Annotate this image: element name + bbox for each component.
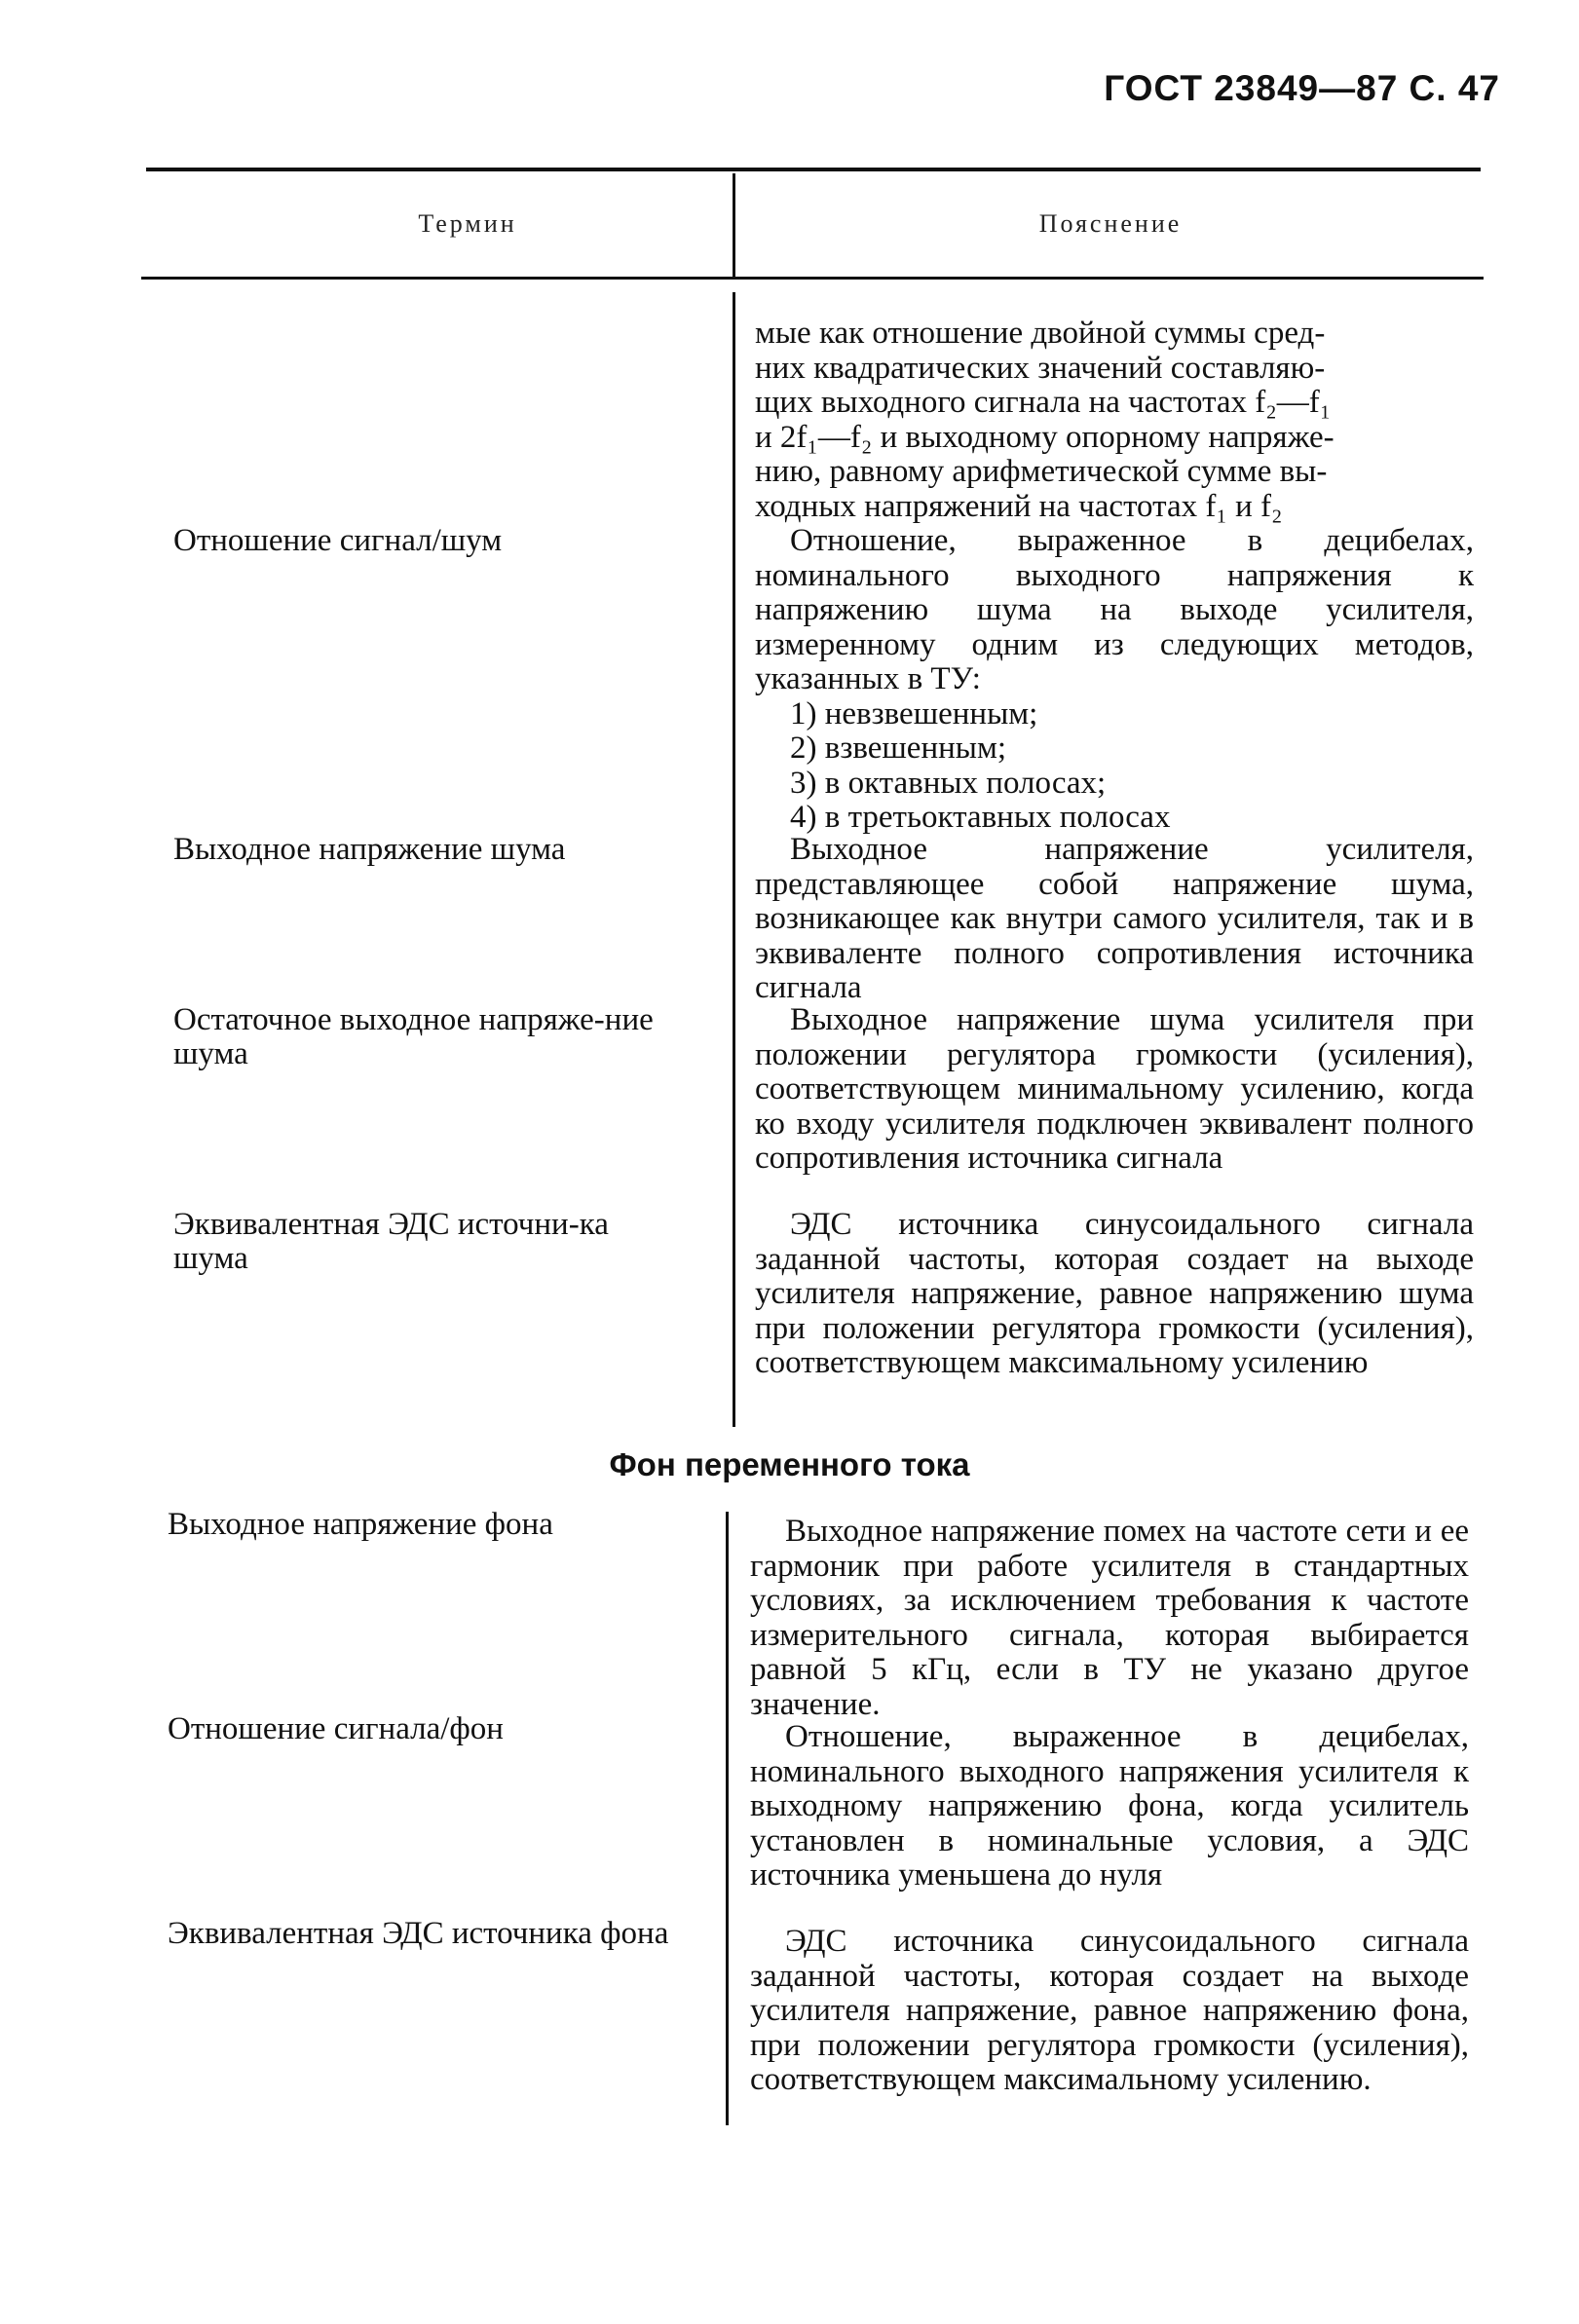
section-title: Фон переменного тока	[609, 1446, 970, 1482]
list-item: 4) в третьоктавных полосах	[790, 800, 1171, 835]
continuation-line: них квадратических значений составляю-	[755, 350, 1326, 386]
explanation-text: Отношение, выраженное в децибелах, номинального выходного напряжения усилителя к выходному напряжению фона, когда усилитель установлен в номинальные условия, а ЭДС источника уменьшена до нуля	[750, 1719, 1469, 1893]
term-residual-noise-voltage: Остаточное выходное напряже-ние шума	[173, 1002, 654, 1071]
list-item: 2) взвешенным;	[790, 731, 1006, 766]
continuation-line: ходных напряжений на частотах f₁ и f₂	[755, 488, 1283, 524]
column-header-term: Термин	[418, 209, 517, 238]
continuation-explanation	[755, 317, 1474, 524]
explanation-residual-noise-voltage	[755, 1003, 1474, 1177]
explanation-equivalent-emf-noise	[755, 1208, 1474, 1381]
explanation-text: ЭДС источника синусоидального сигнала заданной частоты, которая создает на выходе усилителя напряжение, равное напряжению фона, при положении регулятора громкости (усиления), соответствующем максимальному усилению.	[750, 1924, 1469, 2097]
explanation-text: Отношение, выраженное в децибелах, номинального выходного напряжения к напряжению шума на выходе усилителя, измеренному одним из следующих методов, указанных в ТУ:	[755, 523, 1474, 696]
continuation-line: и 2f₁—f₂ и выходному опорному напряже-	[755, 419, 1335, 455]
term-signal-noise-ratio: Отношение сигнал/шум	[173, 523, 503, 558]
column-header-explanation: Пояснение	[1038, 209, 1183, 238]
term-output-hum-voltage: Выходное напряжение фона	[168, 1507, 553, 1542]
explanation-text: Выходное напряжение помех на частоте сети и ее гармоник при работе усилителя в стандартных условиях, за исключением требования к частоте измерительного сигнала, которая выбирается равной 5 кГц, если в ТУ не указано другое значение.	[750, 1514, 1469, 1722]
explanation-output-hum-voltage	[750, 1515, 1469, 1722]
table-top-rule	[146, 168, 1481, 171]
list-item: 3) в октавных полосах;	[790, 765, 1107, 801]
term-equivalent-emf-hum: Эквивалентная ЭДС источника фона	[168, 1916, 669, 1951]
term-output-noise-voltage: Выходное напряжение шума	[173, 832, 566, 867]
explanation-output-noise-voltage	[755, 833, 1474, 1006]
term-signal-hum-ratio: Отношение сигнала/фон	[168, 1711, 504, 1746]
explanation-signal-noise-ratio	[755, 524, 1474, 836]
table-header-rule	[141, 277, 1484, 280]
column-divider-header	[733, 173, 735, 277]
continuation-line: щих выходного сигнала на частотах f₂—f₁	[755, 385, 1332, 420]
list-item: 1) невзвешенным;	[790, 695, 1038, 731]
continuation-line: нию, равному арифметической сумме вы-	[755, 454, 1328, 489]
explanation-signal-hum-ratio	[750, 1720, 1469, 1893]
page-header: ГОСТ 23849—87 С. 47	[1104, 68, 1500, 108]
explanation-text: Выходное напряжение усилителя, представляющее собой напряжение шума, возникающее как внутри самого усилителя, так и в эквиваленте полного сопротивления источника сигнала	[755, 832, 1474, 1005]
method-list	[755, 697, 1474, 836]
explanation-equivalent-emf-hum	[750, 1925, 1469, 2098]
term-equivalent-emf-noise: Эквивалентная ЭДС источни-ка шума	[173, 1207, 609, 1276]
column-divider-upper	[733, 292, 735, 1427]
continuation-line: мые как отношение двойной суммы сред-	[755, 316, 1326, 351]
column-divider-lower	[726, 1512, 729, 2125]
explanation-text: Выходное напряжение шума усилителя при положении регулятора громкости (усиления), соответствующем минимальному усилению, когда ко входу усилителя подключен эквивалент полного сопротивления источника сигнала	[755, 1002, 1474, 1176]
explanation-text: ЭДС источника синусоидального сигнала заданной частоты, которая создает на выходе усилителя напряжение, равное напряжению шума при положении регулятора громкости (усиления), соответствующем максимальному усилению	[755, 1207, 1474, 1380]
